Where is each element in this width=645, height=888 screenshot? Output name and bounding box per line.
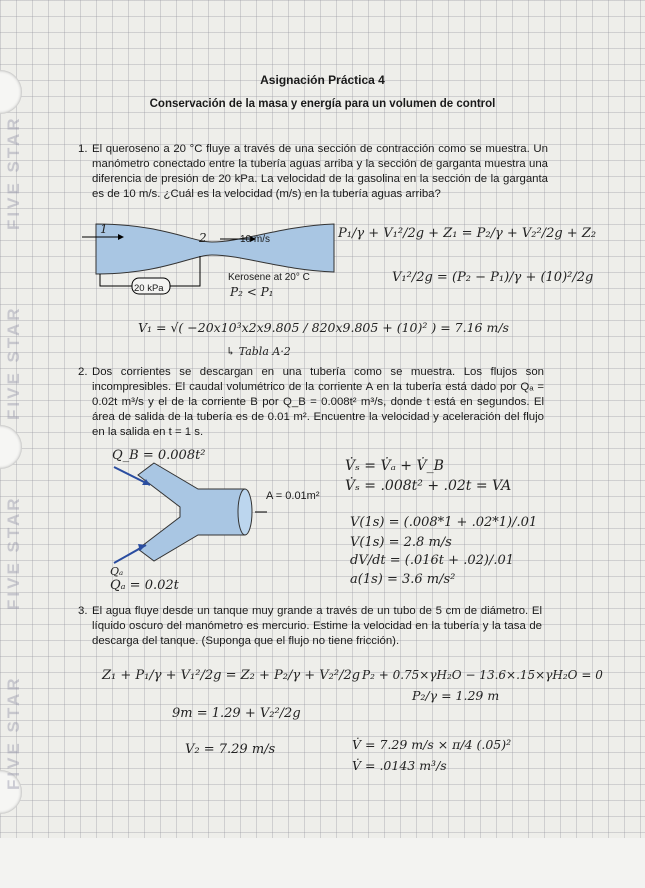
problem-3-velocity: V₂ = 7.29 m/s xyxy=(185,742,276,757)
problem-2-number: 2. xyxy=(78,366,88,378)
problem-3-number: 3. xyxy=(78,605,88,617)
table-reference: ↳ Tabla A·2 xyxy=(226,345,291,358)
contraction-pipe-figure xyxy=(82,220,342,300)
problem-2-step-1: V̇ₛ = V̇ₐ + V̇_B xyxy=(345,458,444,474)
problem-3-discharge-step: V̇ = 7.29 m/s × π/4 (.05)² xyxy=(352,737,512,752)
problem-3-pressure-head: P₂/γ = 1.29 m xyxy=(412,688,500,703)
problem-1-number: 1. xyxy=(78,143,88,155)
outlet-area-label: A = 0.01m² xyxy=(266,490,320,502)
problem-3-text: El agua fluye desde un tanque muy grande a través de un tubo de 5 cm de diámetro. El líquido oscuro del manómetro es mercurio. Estime la velocidad en la tubería y la tasa de descarga del tanque. (Suponga que el flujo no tiene fricción). xyxy=(92,605,542,647)
problem-3-manometer-equation: P₂ + 0.75×γH₂O − 13.6×.15×γH₂O = 0 xyxy=(362,668,603,682)
watermark: FIVE STAR xyxy=(4,675,23,790)
problem-2-step-6: a(1s) = 3.6 m/s² xyxy=(350,572,456,587)
doc-title: Asignación Práctica 4 xyxy=(260,73,385,87)
bernoulli-equation-2: V₁²/2g = (P₂ − P₁)/γ + (10)²/2g xyxy=(392,270,594,285)
doc-subtitle: Conservación de la masa y energía para un volumen de control xyxy=(149,98,496,110)
y-junction-figure xyxy=(110,455,270,570)
fig-fluid-label: Kerosene at 20° C xyxy=(228,272,310,283)
flow-a-label: Qₐ = 0.02t xyxy=(110,578,179,593)
fig-pressure-label: 20 kPa xyxy=(134,283,164,294)
problem-2-text: Dos corrientes se descargan en una tubería como se muestra. Los flujos son incompresibles. El caudal volumétrico de la corriente A en la tubería está dado por Qₐ = 0.02t m³/s y el de la corriente B por Q_B = 0.008t² m³/s, donde t está en segundos. El área de salida de la tubería es de 0.01 m². Encuentre la velocidad y aceleración del flujo en la salida en t = 1 s. xyxy=(92,366,544,438)
problem-2-step-2: V̇ₛ = .008t² + .02t = VA xyxy=(345,478,512,494)
problem-3-discharge: V̇ = .0143 m³/s xyxy=(352,758,447,773)
page-footer-margin xyxy=(0,838,645,888)
fig-velocity-label: 10 m/s xyxy=(240,234,271,245)
problem-1-result: V₁ = √( −20x10³x2x9.805 / 820x9.805 + (10)² ) = 7.16 m/s xyxy=(138,320,509,335)
flow-b-label: Q_B = 0.008t² xyxy=(112,448,206,463)
problem-3-step-2: 9m = 1.29 + V₂²/2g xyxy=(172,706,301,721)
problem-3-energy-equation: Z₁ + P₁/γ + V₁²/2g = Z₂ + P₂/γ + V₂²/2g xyxy=(102,668,361,683)
problem-2-step-3: V(1s) = (.008*1 + .02*1)/.01 xyxy=(350,515,538,530)
problem-2-step-5: dV/dt = (.016t + .02)/.01 xyxy=(350,553,514,568)
watermark: FIVE STAR xyxy=(4,305,23,420)
flow-a-symbol: Qₐ xyxy=(110,565,124,578)
watermark: FIVE STAR xyxy=(4,115,23,230)
fig-section-1-label: 1 xyxy=(100,222,108,236)
bernoulli-equation-1: P₁/γ + V₁²/2g + Z₁ = P₂/γ + V₂²/2g + Z₂ xyxy=(338,226,597,241)
fig-section-2-label: 2 xyxy=(199,231,207,245)
problem-1-text: El queroseno a 20 °C fluye a través de una sección de contracción como se muestra. Un manómetro conectado entre la tubería aguas arriba y la sección de garganta muestra una diferencia de presión de 20 kPa. La velocidad de la gasolina en la sección de la garganta es de 10 m/s. ¿Cuál es la velocidad (m/s) en la tubería aguas arriba? xyxy=(92,143,548,200)
note-pressure: P₂ < P₁ xyxy=(230,285,274,299)
watermark: FIVE STAR xyxy=(4,495,23,610)
problem-2-step-4: V(1s) = 2.8 m/s xyxy=(350,535,452,550)
